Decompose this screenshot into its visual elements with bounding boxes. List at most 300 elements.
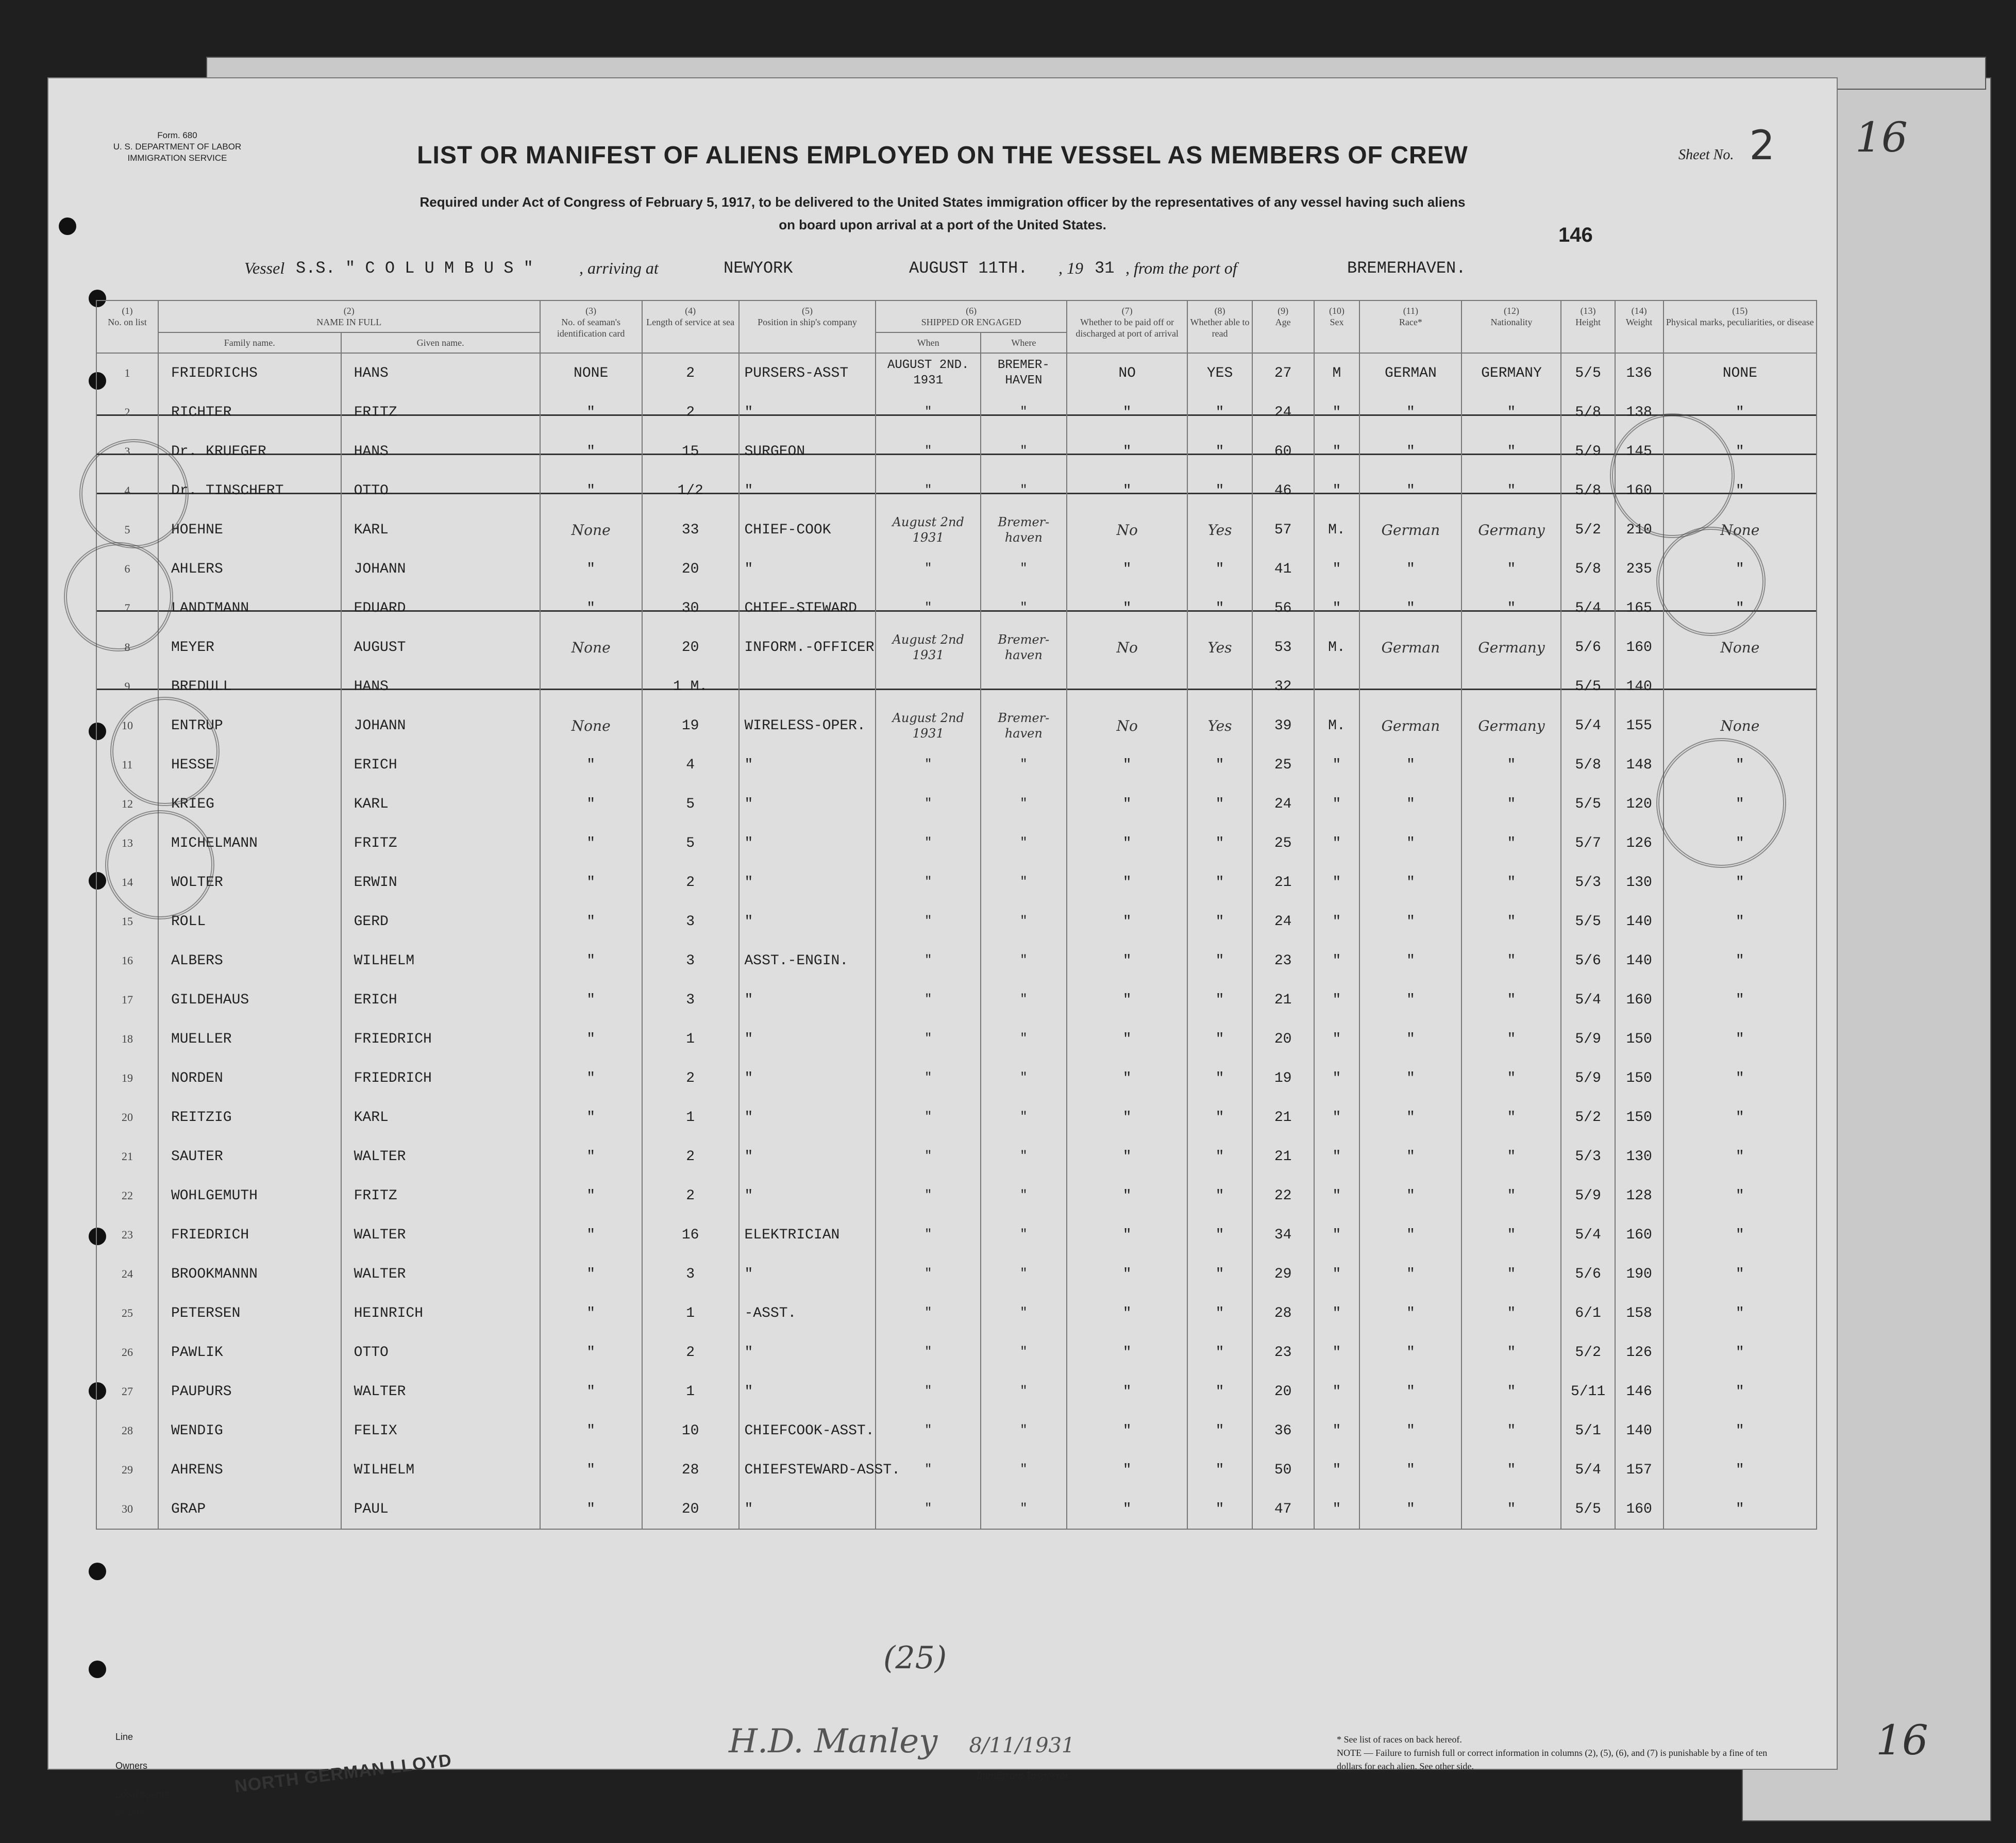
cell-age: 20 [1252, 1372, 1314, 1411]
col-header-id-card: (3) No. of seaman's identification card [540, 300, 642, 353]
cell-sex: " [1314, 432, 1360, 471]
col-header-when: When [876, 332, 980, 353]
cell-paid: " [1067, 824, 1188, 863]
cell-where: Bremer- haven [981, 628, 1067, 667]
cell-read: " [1187, 1059, 1252, 1098]
side-page-number-bottom: 16 [1876, 1716, 1928, 1764]
cell-where: " [981, 1372, 1067, 1411]
cell-height: 5/4 [1561, 1215, 1615, 1254]
cell-weight: 126 [1615, 824, 1664, 863]
cell-position: " [739, 824, 876, 863]
cell-card: " [540, 784, 642, 824]
cell-race: German [1359, 510, 1461, 549]
cell-height: 5/9 [1561, 1019, 1615, 1059]
cell-marks: " [1664, 745, 1817, 784]
col-header-where: Where [981, 332, 1067, 353]
cell-read: " [1187, 1294, 1252, 1333]
cell-position: " [739, 1254, 876, 1294]
cell-family: ALBERS [158, 941, 341, 980]
row-number: 23 [96, 1215, 158, 1254]
cell-paid: " [1067, 1098, 1188, 1137]
cell-sex: M [1314, 353, 1360, 393]
cell-marks: " [1664, 784, 1817, 824]
cell-family: BREDULL [158, 667, 341, 706]
row-number: 3 [96, 432, 158, 471]
cell-weight: 130 [1615, 1137, 1664, 1176]
cell-weight: 140 [1615, 1411, 1664, 1450]
cell-read: " [1187, 1254, 1252, 1294]
cell-when: " [876, 1411, 980, 1450]
row-number: 9 [96, 667, 158, 706]
cell-weight: 140 [1615, 941, 1664, 980]
consulate-seal [105, 810, 214, 919]
cell-height: 5/1 [1561, 1411, 1615, 1450]
cell-nationality: " [1461, 980, 1561, 1019]
cell-height: 5/4 [1561, 1450, 1615, 1489]
cell-given: HANS [341, 353, 540, 393]
table-row [96, 1019, 1817, 1059]
arrival-year: 31 [1095, 259, 1115, 278]
cell-weight: 160 [1615, 1489, 1664, 1529]
cell-age: 47 [1252, 1489, 1314, 1529]
cell-read: " [1187, 1215, 1252, 1254]
cell-family: MEYER [158, 628, 341, 667]
cell-sex: " [1314, 1489, 1360, 1529]
cell-marks: " [1664, 1059, 1817, 1098]
cell-when: " [876, 1294, 980, 1333]
cell-position: CHIEF-COOK [739, 510, 876, 549]
cell-card: " [540, 1254, 642, 1294]
cell-family: HESSE [158, 745, 341, 784]
cell-given: HANS [341, 667, 540, 706]
cell-marks: None [1664, 706, 1817, 745]
cell-paid: " [1067, 745, 1188, 784]
cell-race: " [1359, 1019, 1461, 1059]
cell-read: Yes [1187, 706, 1252, 745]
consulate-seal [64, 542, 173, 651]
cell-family: NORDEN [158, 1059, 341, 1098]
cell-family: SAUTER [158, 1137, 341, 1176]
cell-marks: None [1664, 510, 1817, 549]
cell-family: ENTRUP [158, 706, 341, 745]
cell-race: " [1359, 1137, 1461, 1176]
cell-marks: " [1664, 589, 1817, 628]
table-row [96, 980, 1817, 1019]
cell-service: 1 [642, 1294, 739, 1333]
col-header-nationality: (12) Nationality [1461, 300, 1561, 353]
cell-given: WALTER [341, 1137, 540, 1176]
cell-sex: " [1314, 1450, 1360, 1489]
cell-race: German [1359, 706, 1461, 745]
cell-nationality: " [1461, 902, 1561, 941]
cell-family: PETERSEN [158, 1294, 341, 1333]
cell-given: KARL [341, 1098, 540, 1137]
cell-nationality: " [1461, 784, 1561, 824]
table-row [96, 824, 1817, 863]
cell-paid: " [1067, 1411, 1188, 1450]
cell-position: " [739, 745, 876, 784]
cell-where: Bremer- haven [981, 706, 1067, 745]
cell-sex: " [1314, 1176, 1360, 1215]
cell-marks: " [1664, 863, 1817, 902]
cell-when: " [876, 1137, 980, 1176]
cell-age: 23 [1252, 1333, 1314, 1372]
cell-where: " [981, 1019, 1067, 1059]
cell-sex: " [1314, 745, 1360, 784]
cell-when: " [876, 1333, 980, 1372]
cell-age: 27 [1252, 353, 1314, 393]
table-row [96, 941, 1817, 980]
row-number: 28 [96, 1411, 158, 1450]
row-number: 29 [96, 1450, 158, 1489]
cell-nationality: " [1461, 863, 1561, 902]
cell-read: " [1187, 589, 1252, 628]
cell-marks: " [1664, 941, 1817, 980]
row-number: 15 [96, 902, 158, 941]
cell-given: KARL [341, 510, 540, 549]
cell-given: FRIEDRICH [341, 1019, 540, 1059]
cell-position: " [739, 549, 876, 589]
cell-when: " [876, 1489, 980, 1529]
cell-sex: " [1314, 1098, 1360, 1137]
cell-read: " [1187, 941, 1252, 980]
cell-race: " [1359, 1176, 1461, 1215]
cell-race: " [1359, 393, 1461, 432]
cell-height: 5/4 [1561, 589, 1615, 628]
cell-where: " [981, 432, 1067, 471]
cell-weight: 160 [1615, 980, 1664, 1019]
cell-given: OTTO [341, 471, 540, 510]
cell-nationality: " [1461, 1411, 1561, 1450]
cell-where: " [981, 1059, 1067, 1098]
cell-given: FRIEDRICH [341, 1059, 540, 1098]
cell-age: 25 [1252, 824, 1314, 863]
cell-when: " [876, 1176, 980, 1215]
departure-port: BREMERHAVEN. [1347, 259, 1466, 278]
cell-given: GERD [341, 902, 540, 941]
cell-family: FRIEDRICH [158, 1215, 341, 1254]
row-number: 5 [96, 510, 158, 549]
cell-service: 33 [642, 510, 739, 549]
vessel-name: S.S. " C O L U M B U S " [296, 259, 533, 278]
cell-position: " [739, 471, 876, 510]
cell-position: CHIEFCOOK-ASST. [739, 1411, 876, 1450]
cell-position: " [739, 1098, 876, 1137]
cell-service: 2 [642, 1137, 739, 1176]
cell-nationality: " [1461, 589, 1561, 628]
cell-service: 5 [642, 824, 739, 863]
cell-service: 3 [642, 941, 739, 980]
cell-weight: 130 [1615, 863, 1664, 902]
cell-age: 21 [1252, 1137, 1314, 1176]
table-row [96, 1372, 1817, 1411]
cell-age: 23 [1252, 941, 1314, 980]
row-number: 27 [96, 1372, 158, 1411]
cell-weight: 155 [1615, 706, 1664, 745]
cell-card: " [540, 1137, 642, 1176]
cell-nationality: " [1461, 432, 1561, 471]
cell-position: ASST.-ENGIN. [739, 941, 876, 980]
cell-card: " [540, 1411, 642, 1450]
cell-card: None [540, 510, 642, 549]
cell-read: " [1187, 824, 1252, 863]
table-row [96, 784, 1817, 824]
table-row [96, 1450, 1817, 1489]
cell-read: " [1187, 1098, 1252, 1137]
cell-when: " [876, 1098, 980, 1137]
cell-when: " [876, 745, 980, 784]
cell-nationality: " [1461, 941, 1561, 980]
cell-height: 5/2 [1561, 510, 1615, 549]
table-row [96, 510, 1817, 549]
cell-paid: " [1067, 589, 1188, 628]
col-header-weight: (14) Weight [1615, 300, 1664, 353]
cell-nationality: " [1461, 1137, 1561, 1176]
cell-weight: 138 [1615, 393, 1664, 432]
cell-service: 20 [642, 549, 739, 589]
cell-marks: " [1664, 549, 1817, 589]
table-row [96, 1489, 1817, 1529]
cell-paid: " [1067, 1372, 1188, 1411]
cell-service: 3 [642, 902, 739, 941]
cell-nationality: " [1461, 1215, 1561, 1254]
cell-read: " [1187, 902, 1252, 941]
cell-weight: 190 [1615, 1254, 1664, 1294]
cell-family: PAUPURS [158, 1372, 341, 1411]
cell-paid: " [1067, 1019, 1188, 1059]
cell-service: 15 [642, 432, 739, 471]
cell-when: AUGUST 2ND. 1931 [876, 353, 980, 393]
cell-nationality: " [1461, 1450, 1561, 1489]
cell-height: 5/11 [1561, 1372, 1615, 1411]
cell-given: FRITZ [341, 1176, 540, 1215]
cell-card: " [540, 1098, 642, 1137]
cell-paid: " [1067, 784, 1188, 824]
cell-age: 36 [1252, 1411, 1314, 1450]
form-number: Form. 680 [157, 130, 197, 140]
cell-family: Dr. KRUEGER [158, 432, 341, 471]
cell-position: CHIEF-STEWARD [739, 589, 876, 628]
cell-when: " [876, 471, 980, 510]
table-row [96, 1215, 1817, 1254]
cell-read: " [1187, 1411, 1252, 1450]
cell-given: WILHELM [341, 1450, 540, 1489]
cell-family: GRAP [158, 1489, 341, 1529]
cell-service: 30 [642, 589, 739, 628]
cell-weight: 128 [1615, 1176, 1664, 1215]
cell-when [876, 667, 980, 706]
row-number: 7 [96, 589, 158, 628]
cell-read: " [1187, 471, 1252, 510]
cell-nationality: " [1461, 1333, 1561, 1372]
cell-service: 2 [642, 1176, 739, 1215]
cell-service: 2 [642, 393, 739, 432]
cell-race: " [1359, 1450, 1461, 1489]
table-row [96, 667, 1817, 706]
cell-paid: " [1067, 1254, 1188, 1294]
cell-height: 5/5 [1561, 667, 1615, 706]
from-port-label: , from the port of [1125, 259, 1237, 277]
cell-read: " [1187, 745, 1252, 784]
cell-height: 5/5 [1561, 784, 1615, 824]
cell-where: " [981, 784, 1067, 824]
cell-family: GILDEHAUS [158, 980, 341, 1019]
row-number: 30 [96, 1489, 158, 1529]
cell-given: WILHELM [341, 941, 540, 980]
cell-card: " [540, 745, 642, 784]
cell-nationality: " [1461, 1489, 1561, 1529]
cell-read [1187, 667, 1252, 706]
cell-position: " [739, 1176, 876, 1215]
cell-where: " [981, 980, 1067, 1019]
cell-marks: " [1664, 1411, 1817, 1450]
consulate-seal [79, 439, 189, 548]
cell-weight: 160 [1615, 1215, 1664, 1254]
cell-family: LANDTMANN [158, 589, 341, 628]
cell-card: " [540, 589, 642, 628]
cell-read: Yes [1187, 510, 1252, 549]
cell-race: German [1359, 628, 1461, 667]
cell-nationality: Germany [1461, 510, 1561, 549]
cell-sex: " [1314, 549, 1360, 589]
cell-paid: " [1067, 1137, 1188, 1176]
cell-where: " [981, 1333, 1067, 1372]
cell-service: 19 [642, 706, 739, 745]
cell-nationality: " [1461, 824, 1561, 863]
cell-family: WENDIG [158, 1411, 341, 1450]
cell-position: ELEKTRICIAN [739, 1215, 876, 1254]
cell-height: 5/3 [1561, 863, 1615, 902]
cell-race: " [1359, 471, 1461, 510]
cell-position: " [739, 1137, 876, 1176]
cell-given: KARL [341, 784, 540, 824]
cell-position: " [739, 784, 876, 824]
cell-card: " [540, 1176, 642, 1215]
table-row [96, 589, 1817, 628]
cell-sex: " [1314, 1372, 1360, 1411]
row-number: 8 [96, 628, 158, 667]
cell-given: PAUL [341, 1489, 540, 1529]
cell-service: 28 [642, 1450, 739, 1489]
cell-sex [1314, 667, 1360, 706]
cell-read: " [1187, 863, 1252, 902]
cell-paid: " [1067, 471, 1188, 510]
cell-where: " [981, 1489, 1067, 1529]
row-number: 16 [96, 941, 158, 980]
cell-paid: NO [1067, 353, 1188, 393]
cell-given: ERWIN [341, 863, 540, 902]
cell-height: 5/5 [1561, 1489, 1615, 1529]
cell-paid: " [1067, 432, 1188, 471]
cell-position: " [739, 1019, 876, 1059]
cell-paid: " [1067, 980, 1188, 1019]
cell-nationality: " [1461, 1372, 1561, 1411]
table-body [96, 353, 1817, 1529]
cell-marks: " [1664, 1176, 1817, 1215]
cell-weight: 160 [1615, 471, 1664, 510]
cell-given: JOHANN [341, 706, 540, 745]
cell-age: 53 [1252, 628, 1314, 667]
consulate-seal [1656, 738, 1786, 868]
cell-weight: 210 [1615, 510, 1664, 549]
cell-sex: " [1314, 1411, 1360, 1450]
row-number: 10 [96, 706, 158, 745]
owners-label: Owners [115, 1761, 148, 1771]
cell-card: " [540, 1333, 642, 1372]
cell-when: " [876, 863, 980, 902]
table-row [96, 1294, 1817, 1333]
cell-where: " [981, 1294, 1067, 1333]
cell-age: 60 [1252, 432, 1314, 471]
races-note: * See list of races on back hereof. [1337, 1734, 1462, 1745]
cell-position: -ASST. [739, 1294, 876, 1333]
cell-age: 57 [1252, 510, 1314, 549]
total-count: (25) [883, 1640, 947, 1676]
row-number: 2 [96, 393, 158, 432]
cell-paid: No [1067, 706, 1188, 745]
cell-nationality: " [1461, 393, 1561, 432]
vessel-label: Vessel [244, 259, 285, 277]
cell-nationality: " [1461, 1098, 1561, 1137]
cell-height: 5/4 [1561, 980, 1615, 1019]
cell-position: " [739, 1489, 876, 1529]
cell-sex: " [1314, 941, 1360, 980]
cell-marks: " [1664, 471, 1817, 510]
row-number: 13 [96, 824, 158, 863]
cell-family: AHRENS [158, 1450, 341, 1489]
table-row [96, 1176, 1817, 1215]
cell-when: " [876, 1372, 980, 1411]
cell-sex: " [1314, 1294, 1360, 1333]
cell-sex: " [1314, 1215, 1360, 1254]
cell-height: 5/9 [1561, 432, 1615, 471]
consulate-seal [1610, 413, 1735, 538]
crew-manifest-table [96, 300, 1817, 1530]
table-row [96, 393, 1817, 432]
table-row [96, 706, 1817, 745]
cell-race: " [1359, 1333, 1461, 1372]
cell-race: " [1359, 1254, 1461, 1294]
manifest-sheet [47, 77, 1838, 1816]
cell-read: " [1187, 1372, 1252, 1411]
cell-race: " [1359, 589, 1461, 628]
cell-read: " [1187, 393, 1252, 432]
cell-weight: 235 [1615, 549, 1664, 589]
cell-nationality [1461, 667, 1561, 706]
cell-age: 21 [1252, 863, 1314, 902]
table-row [96, 1254, 1817, 1294]
cell-position: " [739, 863, 876, 902]
row-number: 14 [96, 863, 158, 902]
cell-given: HEINRICH [341, 1294, 540, 1333]
punch-hole [89, 1563, 106, 1580]
cell-service: 20 [642, 1489, 739, 1529]
page-stamp-number: 146 [1558, 224, 1593, 246]
cell-sex: M. [1314, 706, 1360, 745]
cell-read: " [1187, 1137, 1252, 1176]
row-number: 25 [96, 1294, 158, 1333]
cell-where: " [981, 1215, 1067, 1254]
cell-family: BROOKMANNN [158, 1254, 341, 1294]
cell-height: 5/2 [1561, 1333, 1615, 1372]
table-row [96, 1411, 1817, 1450]
cell-family: AHLERS [158, 549, 341, 589]
cell-when: " [876, 432, 980, 471]
cell-service: 1 M. [642, 667, 739, 706]
consulate-seal [110, 697, 220, 806]
cell-marks: " [1664, 1098, 1817, 1137]
row-number: 26 [96, 1333, 158, 1372]
